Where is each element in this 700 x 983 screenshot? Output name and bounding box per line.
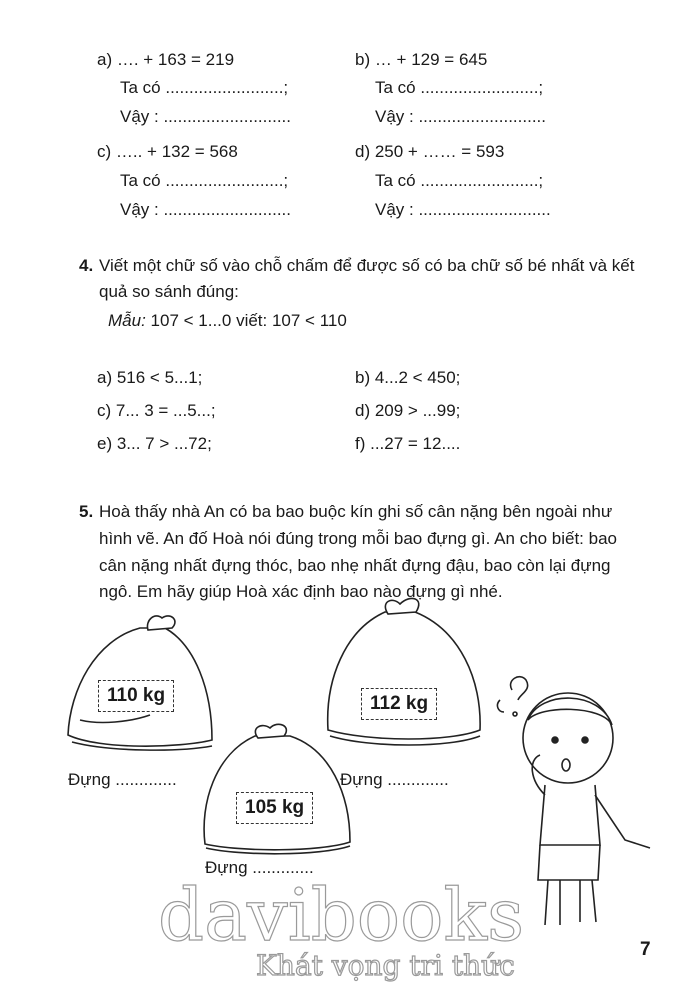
ex4-example-label: Mẫu: [108,311,146,330]
bag-answer-110: Đựng ............. [68,770,177,789]
ex3-d-vay: Vậy : ............................ [375,200,551,219]
bag-weight-label: 110 kg [98,680,174,712]
ex5-line3: cân nặng nhất đựng thóc, bao nhẹ nhất đựng đậu, bao còn lại đựng [99,556,611,575]
ex5-number: 5. [79,502,94,521]
ex5-line1: Hoà thấy nhà An có ba bao buộc kín ghi số cân nặng bên ngoài như [99,502,613,521]
boy-illustration [497,677,650,925]
ex4-item-b: b) 4...2 < 450; [355,368,461,387]
ex4-item-a: a) 516 < 5...1; [97,368,203,387]
ex3-a-vay: Vậy : ........................... [120,107,291,126]
ex3-b-equation: b) … + 129 = 645 [355,50,488,69]
ex4-item-d: d) 209 > ...99; [355,401,461,420]
watermark-brand: davibooks [158,873,525,957]
ex3-d-taco: Ta có .........................; [375,171,544,190]
ex3-b-taco: Ta có .........................; [375,78,544,97]
ex4-instruction-line1: Viết một chữ số vào chỗ chấm để được số có ba chữ số bé nhất và kết [99,256,635,275]
ex3-c-taco: Ta có .........................; [120,171,289,190]
watermark-slogan: Khát vọng tri thức [256,949,515,982]
page-number: 7 [640,939,651,960]
bag-answer-105: Đựng ............. [205,858,314,877]
ex3-c-equation: c) ….. + 132 = 568 [97,142,238,161]
ex3-d-equation: d) 250 + …… = 593 [355,142,505,161]
bag-answer-112: Đựng ............. [340,770,449,789]
bag-illustration-112 [328,598,480,745]
bag-illustration-105 [204,724,350,853]
ex3-b-vay: Vậy : ........................... [375,107,546,126]
ex4-number: 4. [79,256,94,275]
ex5-line4: ngô. Em hãy giúp Hoà xác định bao nào đựng gì nhé. [99,582,503,601]
ex3-a-taco: Ta có .........................; [120,78,289,97]
ex4-item-f: f) ...27 = 12.... [355,434,461,453]
ex4-instruction-line2: quả so sánh đúng: [99,282,239,301]
bag-weight-label: 105 kg [236,792,313,824]
ex4-item-e: e) 3... 7 > ...72; [97,434,212,453]
ex3-a-equation: a) …. + 163 = 219 [97,50,235,69]
ex3-c-vay: Vậy : ........................... [120,200,291,219]
ex4-item-c: c) 7... 3 = ...5...; [97,401,216,420]
ex5-line2: hình vẽ. An đố Hoà nói đúng trong mỗi bao đựng gì. An cho biết: bao [99,529,617,548]
ex4-example-text: 107 < 1...0 viết: 107 < 110 [150,311,347,330]
bag-weight-label: 112 kg [361,688,437,720]
